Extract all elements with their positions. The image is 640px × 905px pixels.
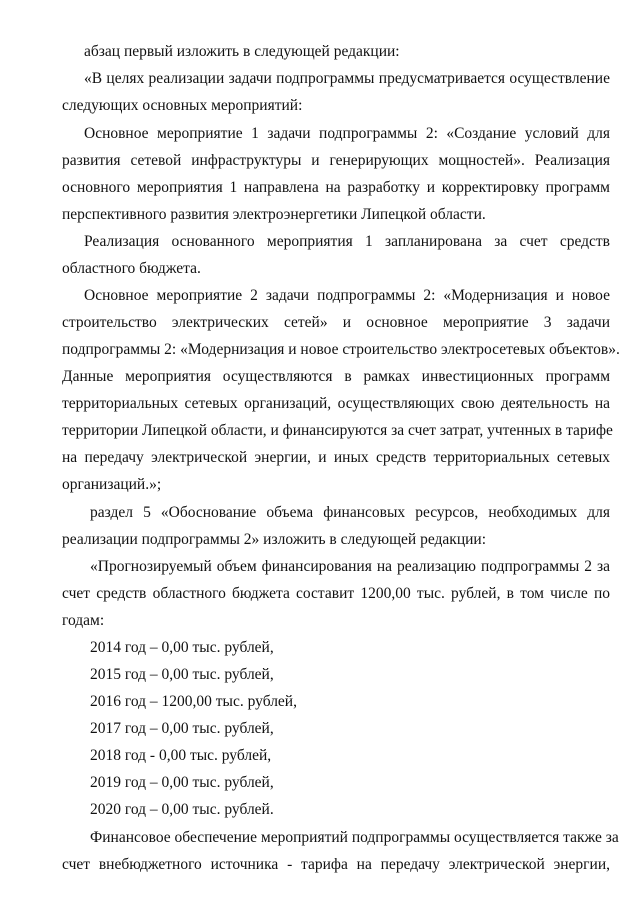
year-line: 2020 год – 0,00 тыс. рублей. — [90, 801, 274, 818]
text-line: «Прогнозируемый объем финансирования на реализацию подпрограммы 2 за — [90, 558, 610, 575]
year-line: 2015 год – 0,00 тыс. рублей, — [90, 666, 274, 683]
text-line: строительство электрических сетей» и основное мероприятие 3 задачи — [62, 314, 610, 331]
year-line: 2017 год – 0,00 тыс. рублей, — [90, 720, 274, 737]
text-line: Основное мероприятие 2 задачи подпрограммы 2: «Модернизация и новое — [84, 287, 610, 304]
text-line: развития сетевой инфраструктуры и генерирующих мощностей». Реализация — [62, 152, 610, 169]
text-line: основного мероприятия 1 направлена на разработку и корректировку программ — [62, 179, 610, 196]
text-line: раздел 5 «Обоснование объема финансовых ресурсов, необходимых для — [90, 504, 610, 521]
text-line: «В целях реализации задачи подпрограммы предусматривается осуществление — [84, 70, 610, 87]
text-line: реализации подпрограммы 2» изложить в следующей редакции: — [62, 531, 487, 548]
text-line: территориальных сетевых организаций, осуществляющих свою деятельность на — [62, 395, 610, 412]
text-line: Реализация основанного мероприятия 1 запланирована за счет средств — [84, 233, 610, 250]
year-line: 2019 год – 0,00 тыс. рублей, — [90, 774, 274, 791]
year-line: 2018 год - 0,00 тыс. рублей, — [90, 747, 272, 764]
text-line: территории Липецкой области, и финансируются за счет затрат, учтенных в тарифе — [62, 422, 613, 439]
text-line: счет средств областного бюджета составит 1200,00 тыс. рублей, в том числе по — [62, 585, 610, 602]
year-line: 2014 год – 0,00 тыс. рублей, — [90, 639, 274, 656]
text-line: годам: — [62, 612, 105, 629]
text-line: перспективного развития электроэнергетики Липецкой области. — [62, 206, 486, 223]
text-line: Основное мероприятие 1 задачи подпрограммы 2: «Создание условий для — [84, 125, 610, 142]
text-line: Данные мероприятия осуществляются в рамках инвестиционных программ — [62, 368, 610, 385]
text-line: на передачу электрической энергии, и иных средств территориальных сетевых — [62, 449, 610, 466]
text-line: организаций.»; — [62, 476, 162, 493]
text-line: абзац первый изложить в следующей редакции: — [84, 43, 400, 60]
text-line: подпрограммы 2: «Модернизация и новое строительство электросетевых объектов». — [62, 341, 620, 358]
text-line: областного бюджета. — [62, 260, 201, 277]
text-line: следующих основных мероприятий: — [62, 97, 303, 114]
year-line: 2016 год – 1200,00 тыс. рублей, — [90, 693, 297, 710]
text-line: Финансовое обеспечение мероприятий подпрограммы осуществляется также за — [90, 829, 619, 846]
text-line: счет внебюджетного источника - тарифа на передачу электрической энергии, — [62, 856, 610, 873]
